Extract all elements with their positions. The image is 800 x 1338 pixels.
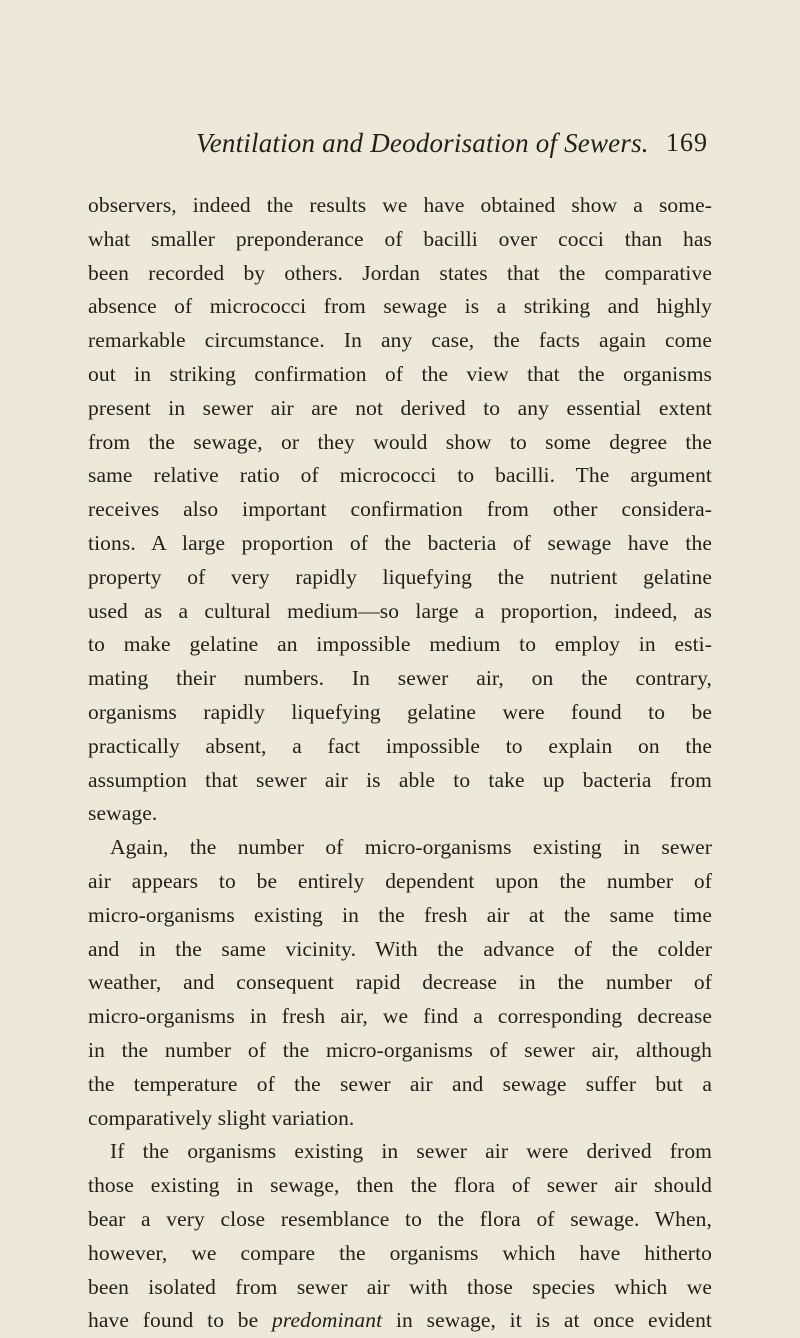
text-line: those existing in sewage, then the flora of sewer air should xyxy=(88,1173,712,1198)
text-fragment: in sewage, it is at once evident xyxy=(382,1308,712,1333)
text-line: sewage. xyxy=(88,801,158,826)
text-line: out in striking confirmation of the view that the organisms xyxy=(88,361,712,386)
text-line: mating their numbers. In sewer air, on the contrary, xyxy=(88,666,712,691)
text-line: what smaller preponderance of bacilli over cocci than has xyxy=(88,226,712,251)
text-line: Again, the number of micro-organisms existing in sewer xyxy=(110,835,712,860)
text-line: and in the same vicinity. With the advance of the colder xyxy=(88,936,712,961)
text-line-last xyxy=(88,1304,712,1338)
text-line: remarkable circumstance. In any case, the facts again come xyxy=(88,328,712,353)
italic-word: predominant xyxy=(272,1308,383,1333)
text-line: used as a cultural medium—so large a proportion, indeed, as xyxy=(88,598,712,623)
text-line: assumption that sewer air is able to take up bacteria from xyxy=(88,767,712,792)
text-line: air appears to be entirely dependent upon the number of xyxy=(88,868,712,893)
text-line: If the organisms existing in sewer air were derived from xyxy=(110,1139,712,1164)
text-line: same relative ratio of micrococci to bacilli. The argument xyxy=(88,463,712,488)
text-line: to make gelatine an impossible medium to employ in esti- xyxy=(88,632,712,657)
text-line: property of very rapidly liquefying the nutrient gelatine xyxy=(88,564,712,589)
text-fragment: have found to be xyxy=(88,1308,273,1333)
text-line: weather, and consequent rapid decrease in the number of xyxy=(88,970,712,995)
text-line: however, we compare the organisms which have hitherto xyxy=(88,1240,712,1265)
text-line: micro-organisms existing in the fresh air at the same time xyxy=(88,902,712,927)
text-line: present in sewer air are not derived to any essential extent xyxy=(88,395,712,420)
text-line: the temperature of the sewer air and sewage suffer but a xyxy=(88,1071,712,1096)
text-line: organisms rapidly liquefying gelatine were found to be xyxy=(88,699,712,724)
body-text xyxy=(88,189,712,1338)
text-line: tions. A large proportion of the bacteria of sewage have the xyxy=(88,530,712,555)
text-line: receives also important confirmation from other considera- xyxy=(88,497,712,522)
text-line: absence of micrococci from sewage is a striking and highly xyxy=(88,294,712,319)
text-line: bear a very close resemblance to the flora of sewage. When, xyxy=(88,1206,712,1231)
page-number: 169 xyxy=(666,128,708,157)
running-title: Ventilation and Deodorisation of Sewers. xyxy=(196,128,649,158)
text-line: comparatively slight variation. xyxy=(88,1105,355,1130)
text-line: micro-organisms in fresh air, we find a corresponding decrease xyxy=(88,1004,712,1029)
text-line: practically absent, a fact impossible to explain on the xyxy=(88,733,712,758)
text-line: been recorded by others. Jordan states that the comparative xyxy=(88,260,712,285)
text-line: in the number of the micro-organisms of sewer air, although xyxy=(88,1037,712,1062)
text-line: observers, indeed the results we have obtained show a some- xyxy=(88,193,712,217)
page-header xyxy=(196,128,716,168)
text-line: been isolated from sewer air with those species which we xyxy=(88,1274,712,1299)
text-line: from the sewage, or they would show to some degree the xyxy=(88,429,712,454)
